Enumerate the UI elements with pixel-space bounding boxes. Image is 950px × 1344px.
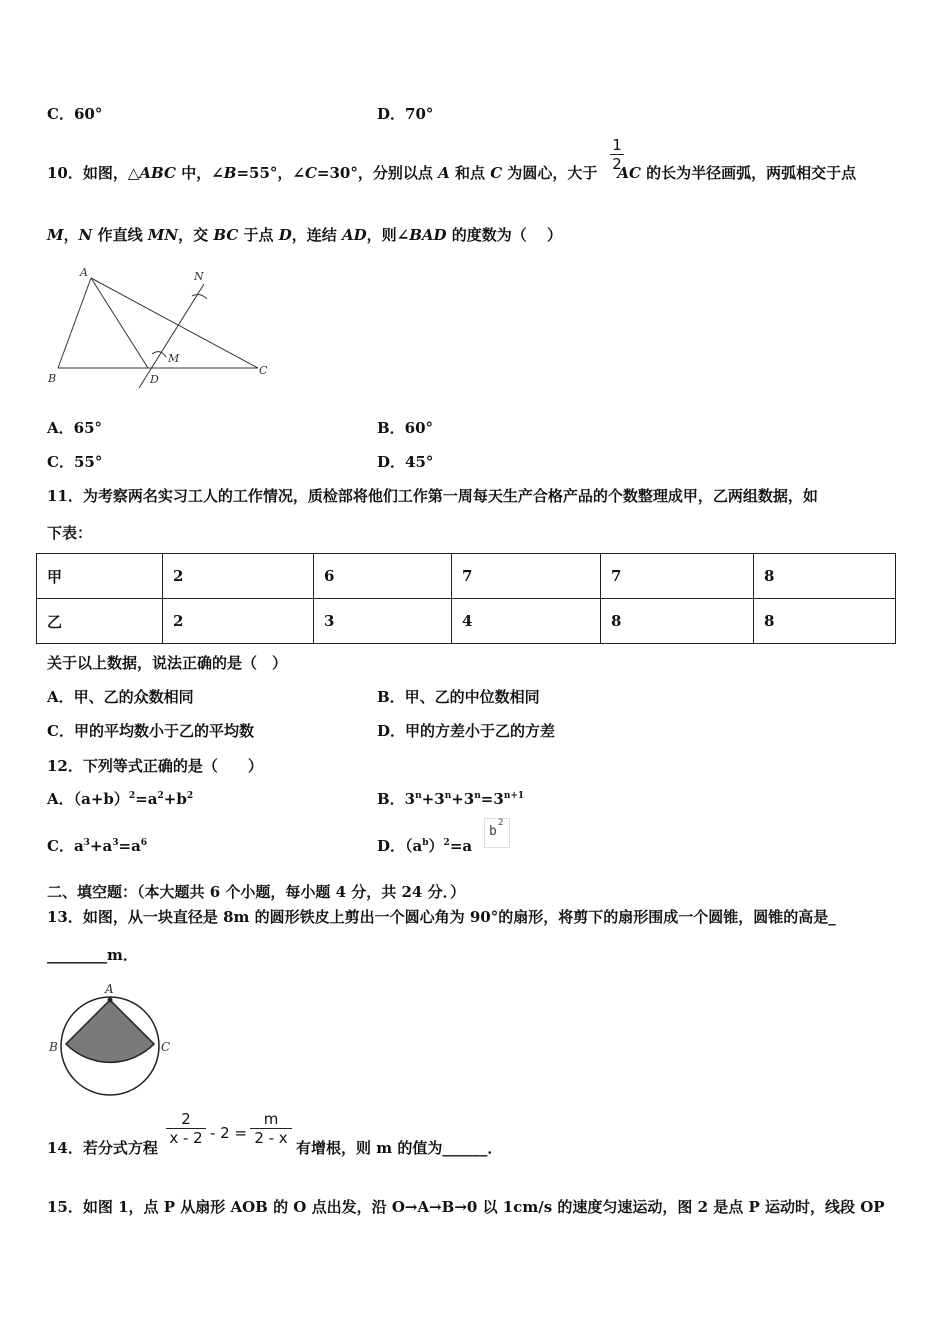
label-n: N [194, 270, 204, 283]
q11-option-d: D．甲的方差小于乙的方差 [377, 722, 556, 740]
q10-option-a: A．65° [47, 419, 103, 437]
label-m: M [168, 352, 180, 365]
q12-option-b: B．$3^n+3^n+3^n=3^{n+1}$ [377, 790, 525, 808]
q10-option-d: D．45° [377, 453, 434, 471]
q10-stem-line2: M，N 作直线 MN，交 BC 于点 D，连结 AD，则∠BAD 的度数为（ ） [47, 226, 562, 244]
q9-option-c: C．60° [47, 105, 103, 123]
q10-option-c: C．55° [47, 453, 103, 471]
q14-fraction-1: $\frac{2}{x - 2}$ [166, 1110, 206, 1147]
q14-post: 有增根，则 m 的值为______． [296, 1139, 503, 1157]
label-b: B [49, 1040, 58, 1054]
q14-middle: - 2 = [210, 1124, 248, 1142]
q12-option-d: D．$(a^b)^2=a$ [377, 837, 473, 855]
table-cell: 7 [601, 554, 754, 599]
edge-ab [58, 278, 91, 368]
q11-option-c: C．甲的平均数小于乙的平均数 [47, 722, 254, 740]
table-cell: 3 [314, 599, 452, 644]
q12-stem: 12．下列等式正确的是（ ） [47, 757, 263, 775]
table-cell: 乙 [37, 599, 163, 644]
q10-triangle-figure [44, 262, 274, 392]
section-2-title: 二、填空题：（本大题共 6 个小题，每小题 4 分，共 24 分．） [47, 883, 466, 901]
q10-option-b: B．60° [377, 419, 434, 437]
table-cell: 6 [314, 554, 452, 599]
label-b: B [48, 372, 57, 385]
label-a: A [105, 982, 114, 996]
point-a [108, 998, 113, 1003]
q10-fraction-half: $\frac{1}{2}$ [610, 136, 624, 173]
table-cell: 8 [754, 599, 896, 644]
table-cell: 7 [452, 554, 601, 599]
segment-ad [91, 278, 148, 368]
label-c: C [259, 364, 268, 377]
q13-circle-sector-figure [44, 980, 184, 1098]
table-row [37, 554, 896, 599]
table-cell: 2 [163, 554, 314, 599]
q14-pre: 14．若分式方程 [47, 1139, 158, 1157]
label-c: C [161, 1040, 171, 1054]
table-cell: 8 [754, 554, 896, 599]
q13-stem-line1: 13．如图，从一块直径是 8m 的圆形铁皮上剪出一个圆心角为 90°的扇形，将剪下的扇形围成一个圆锥，圆锥的高是_ [47, 908, 836, 926]
q11-option-b: B．甲、乙的中位数相同 [377, 688, 540, 706]
table-cell: 2 [163, 599, 314, 644]
q10-stem-line1: 10．如图，△ABC 中，∠B=55°，∠C=30°，分别以点 A 和点 C 为圆心，大于 AC 的长为半径画弧，两弧相交于点 [47, 164, 857, 182]
q11-stem-line1: 11．为考察两名实习工人的工作情况，质检部将他们工作第一周每天生产合格产品的个数整理成甲，乙两组数据，如 [47, 487, 818, 505]
q9-option-d: D．70° [377, 105, 434, 123]
table-cell: 甲 [37, 554, 163, 599]
arc-n [192, 295, 207, 299]
table-cell: 8 [601, 599, 754, 644]
q15-stem-line1: 15．如图 1，点 P 从扇形 AOB 的 O 点出发，沿 O→A→B→0 以 1cm/s 的速度匀速运动，图 2 是点 P 运动时，线段 OP [47, 1198, 885, 1216]
q13-stem-line2: ________m． [47, 946, 138, 964]
q11-stem-line2: 下表： [47, 524, 93, 542]
q12-option-a: A．$(a+b)^2=a^2+b^2$ [47, 790, 194, 808]
label-a: A [80, 266, 88, 279]
label-d: D [150, 373, 159, 386]
line-mn [139, 284, 204, 388]
q14-fraction-2: $\frac{m}{2 - x}$ [250, 1110, 292, 1147]
q12-option-c: C．$a^3+a^3=a^6$ [47, 837, 148, 855]
q12-exponent-image: b 2 [484, 818, 510, 848]
q11-data-table [36, 553, 896, 644]
q11-question: 关于以上数据，说法正确的是（ ） [47, 654, 288, 672]
shaded-sector [66, 1000, 154, 1062]
table-row [37, 599, 896, 644]
table-cell: 4 [452, 599, 601, 644]
q11-option-a: A．甲、乙的众数相同 [47, 688, 194, 706]
